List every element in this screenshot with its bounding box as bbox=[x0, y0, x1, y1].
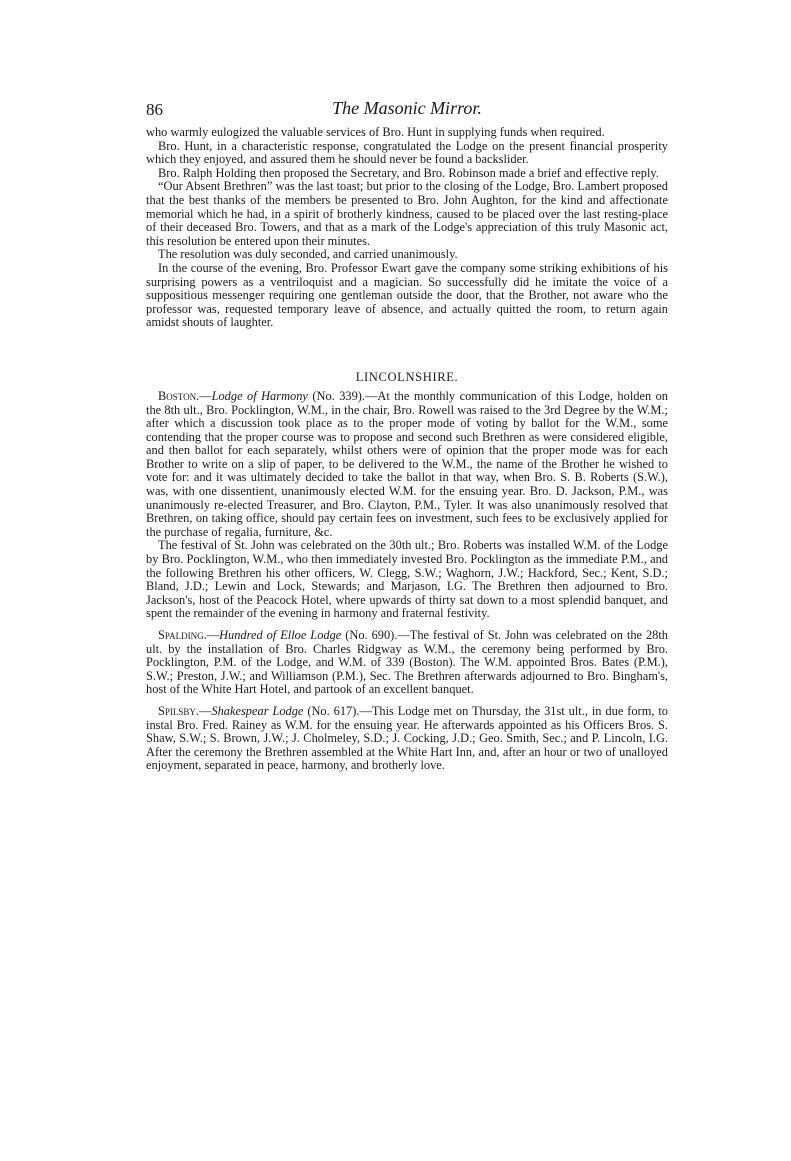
place-name: Spilsby. bbox=[158, 703, 199, 718]
place-name: Boston. bbox=[158, 388, 200, 403]
report-text: (No. 690).—The festival of St. John was celebrated on the 28th ult. by the installation of Bro. Charles Ridgway as W.M., the ceremony being performed by Bro. Pocklington, P.M. of the Lodge, and W.M. of 339 (Boston). The W.M. appointed Bros. Bates (P.M.), S.W.; Preston, J.W.; and Williamson (P.M.), Sec. The Brethren afterwards adjourned to Bro. Bingham's, host of the White Hart Hotel, and partook of an excellent banquet. bbox=[146, 628, 668, 697]
paragraph: The resolution was duly seconded, and carried unanimously. bbox=[158, 247, 458, 262]
paragraph: In the course of the evening, Bro. Professor Ewart gave the company some striking exhibitions of his surprising powers as a ventriloquist and a magician. So successfully did he imitate the voice of a suppositious messenger requiring one gentleman outside the door, that the Brother, not aware who the professor was, requested temporary leave of absence, and actually quitted the room, to return again amidst shouts of laughter. bbox=[146, 260, 668, 330]
paragraph: Bro. Hunt, in a characteristic response, congratulated the Lodge on the present financial prosperity which they enjoyed, and assured them he should never be found a backslider. bbox=[146, 138, 668, 167]
paragraph: Bro. Ralph Holding then proposed the Secretary, and Bro. Robinson made a brief and effective reply. bbox=[158, 165, 659, 180]
document-page bbox=[146, 96, 668, 773]
running-title: The Masonic Mirror. bbox=[332, 98, 482, 118]
report-text: (No. 617).—This Lodge met on Thursday, the 31st ult., in due form, to instal Bro. Fred. Rainey as W.M. for the ensuing year. He afterwards appointed as his Officers Bros. S. Shaw, S.W.; S. Brown, J.W.; J. Cholmeley, S.D.; J. Cocking, J.D.; Geo. Smith, Sec.; and P. Lincoln, I.G. After the ceremony the Brethren assembled at the White Hart Inn, and, after an hour or two of unalloyed enjoyment, separated in peace, harmony, and brotherly love. bbox=[146, 703, 668, 773]
spilsby-report: Spilsby.—Shakespear Lodge (No. 617).—This Lodge met on Thursday, the 31st ult., in due form, to instal Bro. Fred. Rainey as W.M. for the ensuing year. He afterwards appointed as his Officers Bros. S. Shaw, S.W.; S. Brown, J.W.; J. Cholmeley, S.D.; J. Cocking, J.D.; Geo. Smith, Sec.; and P. Lincoln, I.G. After the ceremony the Brethren assembled at the White Hart Inn, and, after an hour or two of unalloyed enjoyment, separated in peace, harmony, and brotherly love. bbox=[146, 703, 668, 773]
boston-festival-report: The festival of St. John was celebrated on the 30th ult.; Bro. Roberts was installed W.M. of the Lodge by Bro. Pocklington, W.M., who then immediately invested Bro. Pocklington as the immediate P.M., and the following Brethren his other officers, W. Clegg, S.W.; Waghorn, J.W.; Hackford, Sec.; Kent, S.D.; Bland, J.D.; Lewin and Lock, Stewards; and Marjason, I.G. The Brethren then adjourned to Bro. Jackson's, host of the Peacock Hotel, where upwards of thirty sat down to a most splendid banquet, and spent the remainder of the evening in harmony and fraternal festivity. bbox=[146, 538, 668, 621]
spalding-report: Spalding.—Hundred of Elloe Lodge (No. 690).—The festival of St. John was celebrated on the 28th ult. by the installation of Bro. Charles Ridgway as W.M., the ceremony being performed by Bro. Pocklington, P.M. of the Lodge, and W.M. of 339 (Boston). The W.M. appointed Bros. Bates (P.M.), S.W.; Preston, J.W.; and Williamson (P.M.), Sec. The Brethren afterwards adjourned to Bro. Bingham's, host of the White Hart Hotel, and partook of an excellent banquet. bbox=[146, 628, 668, 697]
boston-report: Boston.—Lodge of Harmony (No. 339).—At the monthly communication of this Lodge, holden on the 8th ult., Bro. Pocklington, W.M., in the chair, Bro. Rowell was raised to the 3rd Degree by the W.M.; after which a discussion took place as to the proper mode of voting by ballot for the W.M., some contending that the proper course was to propose and second such Brethren as were considered eligible, and then ballot for each separately, whilst others were of opinion that the proper mode was for each Brother to write on a slip of paper, to be delivered to the W.M., the name of the Brother he wished to vote for: and it was ultimately decided to take the ballot in that way, when Bro. S. B. Roberts (S.W.), was, with one dissentient, unanimously elected W.M. for the ensuing year. Bro. D. Jackson, P.M., was unanimously re-elected Treasurer, and Bro. Clayton, P.M., Tyler. It was also unanimously resolved that Brethren, on taking office, should pay certain fees on investment, such fees to be exclusively applied for the purchase of regalia, furniture, &c. bbox=[146, 388, 668, 539]
section-heading: LINCOLNSHIRE. bbox=[355, 369, 459, 384]
section-gap bbox=[146, 330, 668, 370]
report-text: (No. 339).—At the monthly communication of this Lodge, holden on the 8th ult., Bro. Pocklington, W.M., in the chair, Bro. Rowell was raised to the 3rd Degree by the W.M.; after which a discussion took place as to the proper mode of voting by ballot for the W.M., some contending that the proper course was to propose and second such Brethren as were considered eligible, and then ballot for each separately, whilst others were of opinion that the proper mode was for each Brother to write on a slip of paper, to be delivered to the W.M., the name of the Brother he wished to vote for: and it was ultimately decided to take the ballot in that way, when Bro. S. B. Roberts (S.W.), was, with one dissentient, unanimously elected W.M. for the ensuing year. Bro. D. Jackson, P.M., was unanimously re-elected Treasurer, and Bro. Clayton, P.M., Tyler. It was also unanimously resolved that Brethren, on taking office, should pay certain fees on investment, such fees to be exclusively applied for the purchase of regalia, furniture, &c. bbox=[146, 388, 668, 539]
lodge-name: Shakespear Lodge bbox=[211, 703, 304, 718]
lincolnshire-section bbox=[146, 370, 668, 773]
lancashire-report-continuation bbox=[146, 126, 668, 330]
page-number: 86 bbox=[146, 100, 163, 119]
lodge-name: Hundred of Elloe Lodge bbox=[219, 628, 342, 642]
lodge-name: Lodge of Harmony bbox=[211, 388, 308, 403]
paragraph: “Our Absent Brethren” was the last toast; but prior to the closing of the Lodge, Bro. Lambert proposed that the best thanks of the members be presented to Bro. John Aughton, for the kind and affectionate memorial which he had, in a spirit of brotherly kindness, caused to be placed over the last resting-place of their deceased Bro. Towers, and that as a mark of the Lodge's appreciation of this truly Masonic act, this resolution be entered upon their minutes. bbox=[146, 179, 668, 248]
place-name: Spalding. bbox=[158, 628, 207, 642]
page-header bbox=[146, 96, 668, 126]
paragraph: who warmly eulogized the valuable services of Bro. Hunt in supplying funds when required. bbox=[146, 125, 605, 139]
